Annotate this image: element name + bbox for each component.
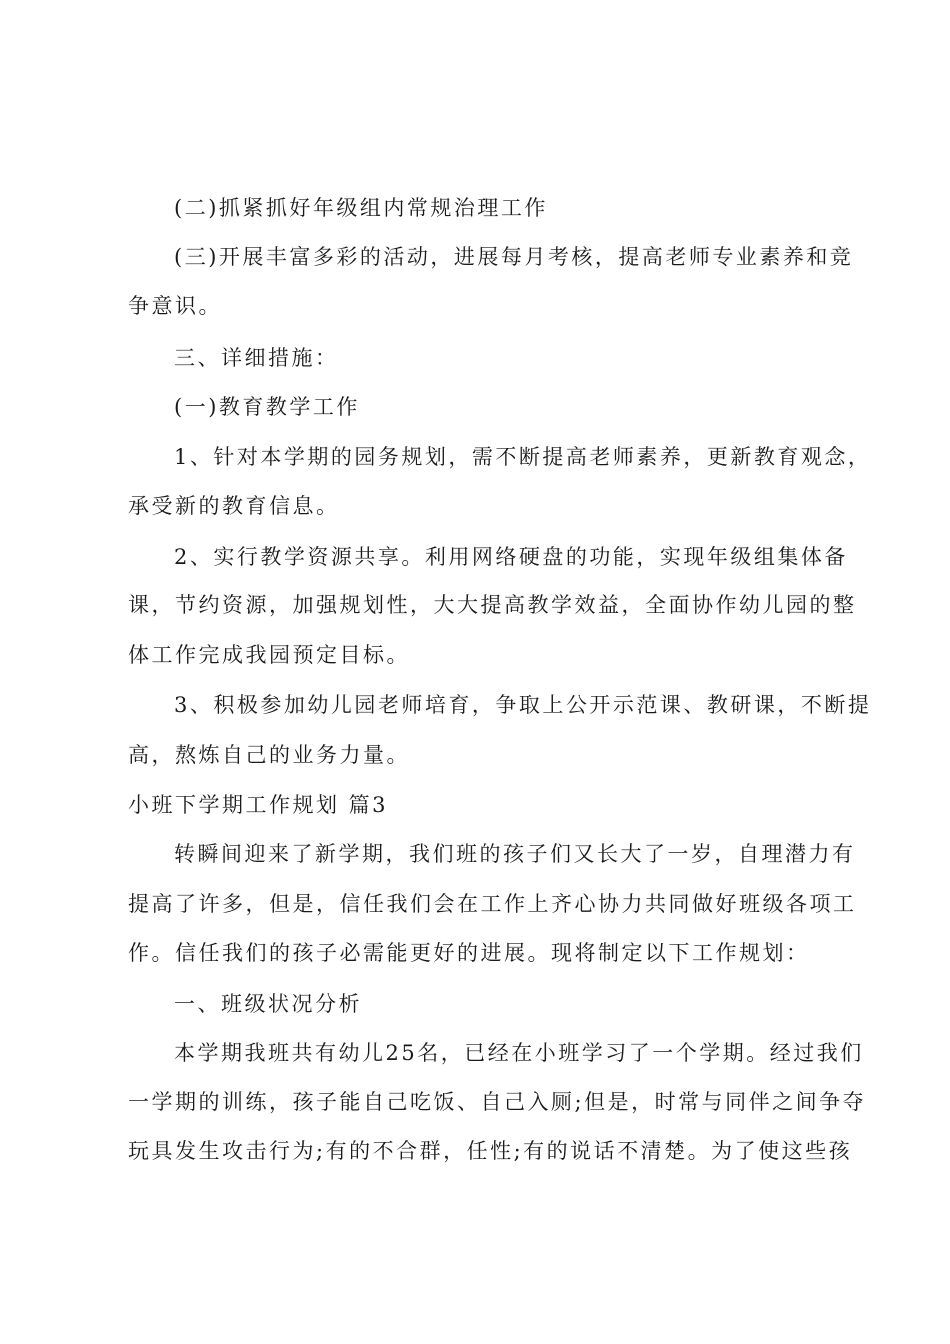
text-line: (三)开展丰富多彩的活动，进展每月考核，提高老师专业素养和竞 — [174, 245, 854, 269]
text-line: 提高了许多，但是，信任我们会在工作上齐心协力共同做好班级各项工 — [128, 892, 857, 916]
text-line: 体工作完成我园预定目标。 — [128, 643, 410, 667]
text-line: (二)抓紧抓好年级组内常规治理工作 — [174, 196, 548, 220]
text-line: 玩具发生攻击行为;有的不合群，任性;有的说话不清楚。为了使这些孩 — [128, 1139, 853, 1163]
text-line: 转瞬间迎来了新学期，我们班的孩子们又长大了一岁，自理潜力有 — [174, 842, 856, 866]
subsection-heading: (一)教育教学工作 — [174, 395, 360, 419]
section-heading: 三、详细措施： — [174, 346, 339, 370]
text-line: 一学期的训练，孩子能自己吃饭、自己入厕;但是，时常与同伴之间争夺 — [128, 1090, 867, 1114]
text-line: 作。信任我们的孩子必需能更好的进展。现将制定以下工作规划： — [128, 941, 810, 965]
text-line: 本学期我班共有幼儿25名，已经在小班学习了一个学期。经过我们 — [174, 1041, 864, 1065]
article-title: 小班下学期工作规划 篇3 — [128, 793, 389, 817]
section-heading: 一、班级状况分析 — [174, 992, 362, 1016]
text-line: 3、积极参加幼儿园老师培育，争取上公开示范课、教研课，不断提 — [174, 693, 872, 717]
text-line: 2、实行教学资源共享。利用网络硬盘的功能，实现年级组集体备 — [174, 545, 848, 569]
text-line: 争意识。 — [128, 294, 222, 318]
text-line: 课，节约资源，加强规划性，大大提高教学效益，全面协作幼儿园的整 — [128, 593, 857, 617]
text-line: 1、针对本学期的园务规划，需不断提高老师素养，更新教育观念， — [174, 445, 872, 469]
text-line: 承受新的教育信息。 — [128, 494, 340, 518]
text-line: 高，熬炼自己的业务力量。 — [128, 743, 410, 767]
